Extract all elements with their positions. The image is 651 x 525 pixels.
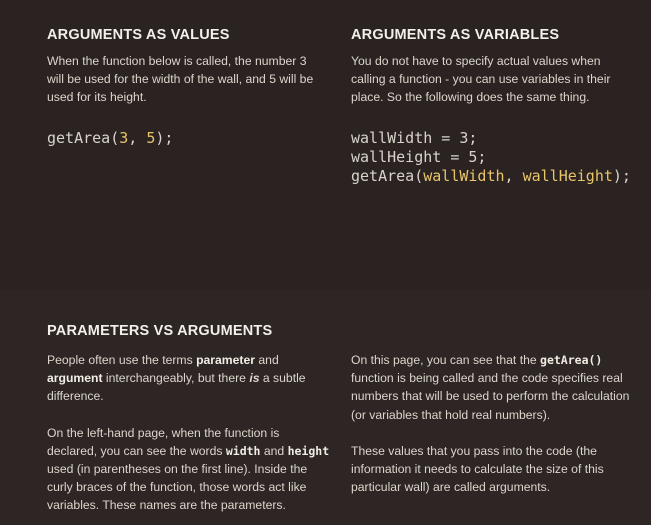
text-span: function is being called and the code specifies real numbers that will be used to perform the calculation (or variables that hold real numbers). (351, 371, 630, 422)
text-span: used (in parentheses on the first line). Inside the curly braces of the function, those words act like variables. These names are the parameters. (47, 462, 308, 513)
text-span: On the left-hand page, when the function is declared, you can see the words (47, 425, 280, 458)
text-span: a subtle difference. (47, 371, 306, 404)
code-line-3-fn: getArea( (351, 166, 424, 185)
bottom-panel (0, 290, 651, 525)
arguments-as-values-column (47, 27, 317, 148)
arguments-as-values-code (47, 129, 317, 148)
text-span: On this page, you can see that the (351, 353, 541, 367)
parameters-right-column (351, 351, 636, 496)
code-line-2: wallHeight = 5; (351, 147, 487, 166)
parameters-left-column (47, 351, 332, 515)
code-end: ); (155, 128, 174, 147)
text-span: and (255, 353, 279, 367)
term-parameter: parameter (196, 353, 256, 367)
code-line-1: wallWidth = 3; (351, 128, 478, 147)
arguments-as-values-text: When the function below is called, the number 3 will be used for the width of the wall, and 5 will be used for its height. (47, 54, 314, 105)
text-span: People often use the terms (47, 353, 197, 367)
code-arg-5: 5 (146, 128, 156, 147)
keyword-getarea: getArea() (540, 353, 603, 367)
code-sep: , (128, 128, 147, 147)
arguments-as-variables-heading: ARGUMENTS AS VARIABLES (351, 27, 560, 43)
code-line-3 (351, 167, 631, 186)
parameters-right-paragraph-1 (351, 351, 636, 424)
code-fn: getArea( (47, 128, 120, 147)
code-arg-3: 3 (119, 128, 129, 147)
parameters-left-paragraph-1 (47, 351, 332, 406)
parameters-vs-arguments-heading: PARAMETERS VS ARGUMENTS (47, 323, 273, 339)
emphasis-is: is (249, 371, 260, 386)
code-line-3-arg-width: wallWidth (423, 166, 505, 185)
arguments-as-variables-text: You do not have to specify actual values when calling a function - you can use variables in their place. So the following does the same thing. (351, 54, 611, 105)
keyword-width: width (225, 443, 261, 458)
text-span: and (260, 443, 288, 458)
code-line-3-sep: , (504, 166, 523, 185)
arguments-as-variables-code (351, 129, 631, 186)
text-span: interchangeably, but there (102, 371, 250, 386)
term-argument: argument (47, 371, 103, 386)
arguments-as-values-heading: ARGUMENTS AS VALUES (47, 27, 230, 43)
code-line-3-end: ); (612, 166, 631, 185)
arguments-as-variables-column (351, 27, 631, 186)
parameters-left-paragraph-2 (47, 424, 332, 515)
parameters-right-paragraph-2: These values that you pass into the code (the information it needs to calculate the size of this particular wall) are called arguments. (351, 443, 604, 495)
keyword-height: height (287, 443, 330, 458)
code-line-3-arg-height: wallHeight (522, 166, 613, 185)
